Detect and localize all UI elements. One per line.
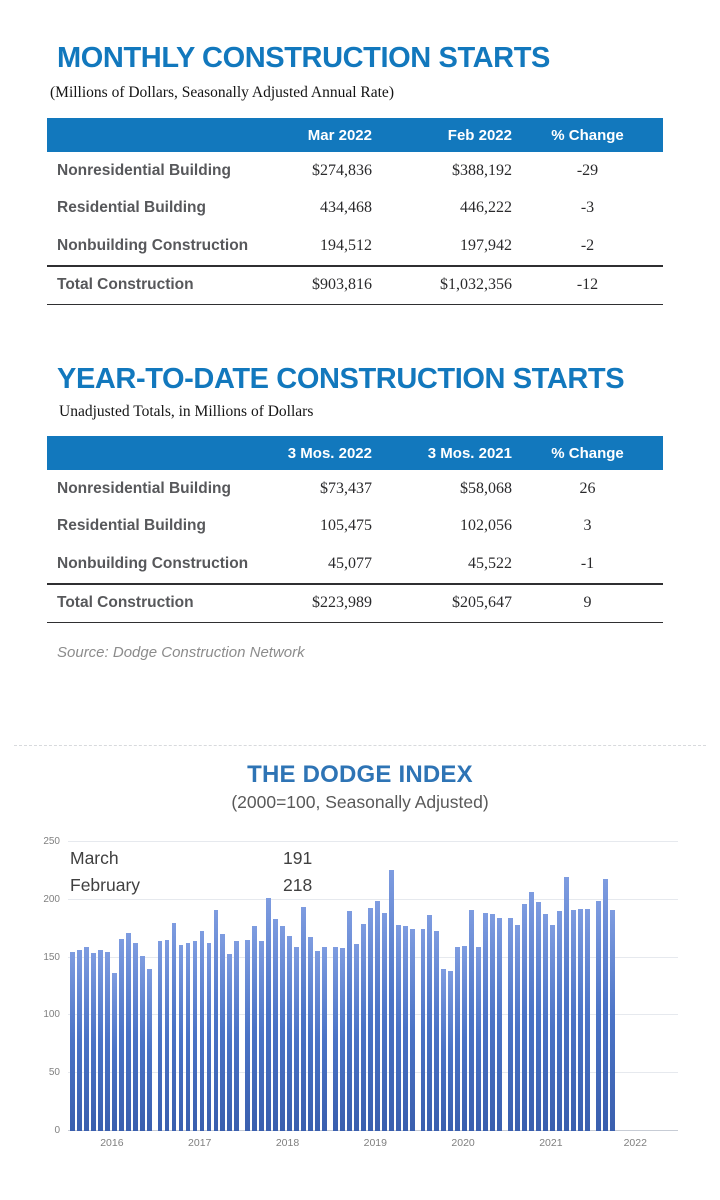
bar-2017 — [200, 931, 205, 1131]
ytd-table — [47, 436, 663, 623]
cell-change: 9 — [583, 594, 592, 612]
bar-2020 — [497, 918, 502, 1131]
year-group-2020 — [421, 842, 503, 1131]
bar-2020 — [469, 910, 474, 1131]
bar-2018 — [301, 907, 306, 1131]
year-group-2017 — [158, 842, 240, 1131]
bar-2018 — [266, 898, 271, 1132]
x-tick-label: 2020 — [451, 1137, 475, 1149]
bar-2018 — [252, 926, 257, 1131]
cell-value: $223,989 — [312, 594, 372, 612]
bar-2016 — [98, 950, 103, 1131]
bar-2016 — [84, 947, 89, 1131]
table-bottom-rule — [47, 304, 663, 305]
annotation-month: February — [70, 875, 141, 895]
bar-2018 — [280, 926, 285, 1131]
col-header-3mos-2021: 3 Mos. 2021 — [427, 444, 512, 462]
year-group-2021 — [508, 842, 590, 1131]
monthly-section-subtitle: (Millions of Dollars, Seasonally Adjusted Annual Rate) — [50, 84, 394, 101]
cell-value: $205,647 — [452, 594, 512, 612]
bar-2016 — [70, 952, 75, 1131]
dodge-index-plot — [68, 842, 678, 1131]
bar-2017 — [207, 943, 212, 1131]
bar-2016 — [112, 973, 117, 1131]
bar-2018 — [294, 947, 299, 1131]
y-tick-label: 100 — [43, 1009, 60, 1021]
cell-value: 194,512 — [320, 236, 372, 254]
monthly-table-header — [47, 118, 663, 152]
cell-value: 434,468 — [320, 199, 372, 217]
bar-2017 — [227, 954, 232, 1131]
bar-2022 — [596, 901, 601, 1131]
col-header-feb-2022: Feb 2022 — [447, 126, 512, 144]
row-label: Residential Building — [57, 199, 206, 217]
x-tick-label: 2018 — [275, 1137, 300, 1149]
bar-2020 — [434, 931, 439, 1131]
bar-2016 — [133, 943, 138, 1131]
x-tick-label: 2021 — [539, 1137, 563, 1149]
bar-2020 — [490, 914, 495, 1131]
monthly-section-title: MONTHLY CONSTRUCTION STARTS — [57, 42, 550, 74]
bar-2021 — [550, 925, 555, 1131]
bar-2019 — [340, 948, 345, 1131]
year-group-2016 — [70, 842, 152, 1131]
table-row — [47, 152, 663, 190]
y-tick-label: 50 — [48, 1067, 60, 1079]
table-row — [47, 190, 663, 228]
bar-2018 — [287, 936, 292, 1131]
bar-2019 — [368, 908, 373, 1131]
x-tick-label: 2022 — [623, 1137, 647, 1149]
bar-2017 — [234, 941, 239, 1131]
row-label: Residential Building — [57, 517, 206, 535]
bar-2019 — [333, 947, 338, 1131]
bar-2021 — [557, 911, 562, 1131]
table-total-row — [47, 265, 663, 305]
cell-value: $274,836 — [312, 161, 372, 179]
bar-2016 — [147, 969, 152, 1131]
cell-value: 45,077 — [328, 554, 372, 572]
row-label: Total Construction — [57, 276, 194, 294]
bar-2019 — [396, 925, 401, 1131]
row-label: Nonbuilding Construction — [57, 554, 249, 572]
table-bottom-rule — [47, 622, 663, 623]
col-header-mar-2022: Mar 2022 — [307, 126, 372, 144]
bar-2021 — [578, 909, 583, 1131]
bar-2016 — [140, 956, 145, 1131]
bar-2020 — [421, 929, 426, 1131]
bar-2017 — [220, 934, 225, 1131]
cell-value: $73,437 — [320, 479, 372, 497]
cell-value: 446,222 — [460, 199, 512, 217]
table-row — [47, 545, 663, 583]
bar-2016 — [105, 952, 110, 1131]
bar-2021 — [536, 902, 541, 1131]
bar-2021 — [529, 892, 534, 1131]
bar-2017 — [172, 923, 177, 1131]
year-group-2018 — [245, 842, 327, 1131]
bar-2019 — [389, 870, 394, 1131]
cell-value: 105,475 — [320, 517, 372, 535]
bar-2016 — [119, 939, 124, 1131]
row-label: Nonresidential Building — [57, 479, 231, 497]
y-axis-labels — [0, 836, 60, 1136]
bar-2017 — [214, 910, 219, 1131]
bar-2020 — [427, 915, 432, 1131]
cell-value: $903,816 — [312, 276, 372, 294]
col-header-pct-change: % Change — [551, 444, 624, 462]
table-total-row — [47, 583, 663, 623]
bar-2020 — [462, 946, 467, 1131]
ytd-section-subtitle: Unadjusted Totals, in Millions of Dollars — [59, 403, 314, 420]
x-tick-label: 2019 — [363, 1137, 387, 1149]
ytd-table-header — [47, 436, 663, 470]
y-tick-label: 150 — [43, 951, 60, 963]
cell-value: $58,068 — [460, 479, 512, 497]
chart-title: THE DODGE INDEX — [247, 761, 473, 788]
bar-2018 — [245, 940, 250, 1131]
cell-change: 26 — [579, 479, 596, 497]
bar-2020 — [448, 971, 453, 1131]
bar-2016 — [126, 933, 131, 1131]
bar-2022 — [610, 910, 615, 1131]
table-row — [47, 470, 663, 508]
table-row — [47, 227, 663, 265]
cell-change: 3 — [583, 517, 592, 535]
cell-value: $388,192 — [452, 161, 512, 179]
source-note: Source: Dodge Construction Network — [57, 644, 305, 661]
bar-2016 — [91, 953, 96, 1131]
dashed-divider — [14, 745, 706, 746]
x-tick-label: 2017 — [188, 1137, 212, 1149]
row-label: Nonbuilding Construction — [57, 236, 249, 254]
bar-2020 — [476, 947, 481, 1131]
col-header-pct-change: % Change — [551, 126, 624, 144]
bar-2018 — [308, 937, 313, 1131]
annotation-value: 218 — [283, 875, 313, 895]
bar-2021 — [564, 877, 569, 1131]
cell-change: -3 — [580, 199, 595, 217]
cell-value: $1,032,356 — [440, 276, 512, 294]
bar-2019 — [410, 929, 415, 1131]
bar-2017 — [186, 943, 191, 1131]
col-header-3mos-2022: 3 Mos. 2022 — [287, 444, 372, 462]
row-label: Total Construction — [57, 594, 194, 612]
bar-2021 — [571, 910, 576, 1131]
bar-2017 — [179, 945, 184, 1131]
bars — [70, 842, 621, 1131]
cell-change: -1 — [580, 554, 595, 572]
y-tick-label: 250 — [43, 836, 60, 847]
bar-2021 — [515, 925, 520, 1131]
x-axis-labels — [68, 1137, 678, 1149]
bar-2020 — [455, 947, 460, 1131]
bar-2020 — [441, 969, 446, 1131]
y-tick-label: 200 — [43, 893, 60, 905]
table-row — [47, 508, 663, 546]
bar-2017 — [165, 940, 170, 1131]
bar-2021 — [543, 914, 548, 1131]
bar-2018 — [273, 919, 278, 1131]
cell-value: 102,056 — [460, 517, 512, 535]
bar-2017 — [158, 941, 163, 1131]
year-group-2022 — [596, 842, 615, 1131]
row-label: Nonresidential Building — [57, 161, 231, 179]
bar-2019 — [354, 944, 359, 1131]
bar-2019 — [361, 924, 366, 1131]
y-tick-label: 0 — [54, 1125, 60, 1136]
cell-value: 45,522 — [468, 554, 512, 572]
chart-subtitle: (2000=100, Seasonally Adjusted) — [231, 792, 489, 812]
bar-2020 — [483, 913, 488, 1131]
bar-2018 — [259, 941, 264, 1131]
cell-change: -12 — [576, 276, 599, 294]
bar-2019 — [382, 913, 387, 1131]
bar-2021 — [585, 909, 590, 1131]
bar-2017 — [193, 941, 198, 1131]
bar-2019 — [347, 911, 352, 1131]
bar-2021 — [522, 904, 527, 1131]
ytd-section-title: YEAR-TO-DATE CONSTRUCTION STARTS — [57, 363, 625, 395]
year-group-2019 — [333, 842, 415, 1131]
x-tick-label: 2016 — [100, 1137, 124, 1149]
bar-2018 — [322, 947, 327, 1131]
cell-change: -29 — [576, 161, 599, 179]
monthly-table — [47, 118, 663, 305]
annotation-value: 191 — [283, 848, 313, 868]
bar-2019 — [375, 901, 380, 1131]
dodge-index-chart — [0, 745, 720, 1200]
bar-2018 — [315, 951, 320, 1131]
cell-change: -2 — [580, 236, 595, 254]
bar-2021 — [508, 918, 513, 1131]
bar-2022 — [603, 879, 608, 1131]
cell-value: 197,942 — [460, 236, 512, 254]
bar-2019 — [403, 926, 408, 1131]
bar-2016 — [77, 950, 82, 1131]
annotation-month: March — [70, 848, 119, 868]
